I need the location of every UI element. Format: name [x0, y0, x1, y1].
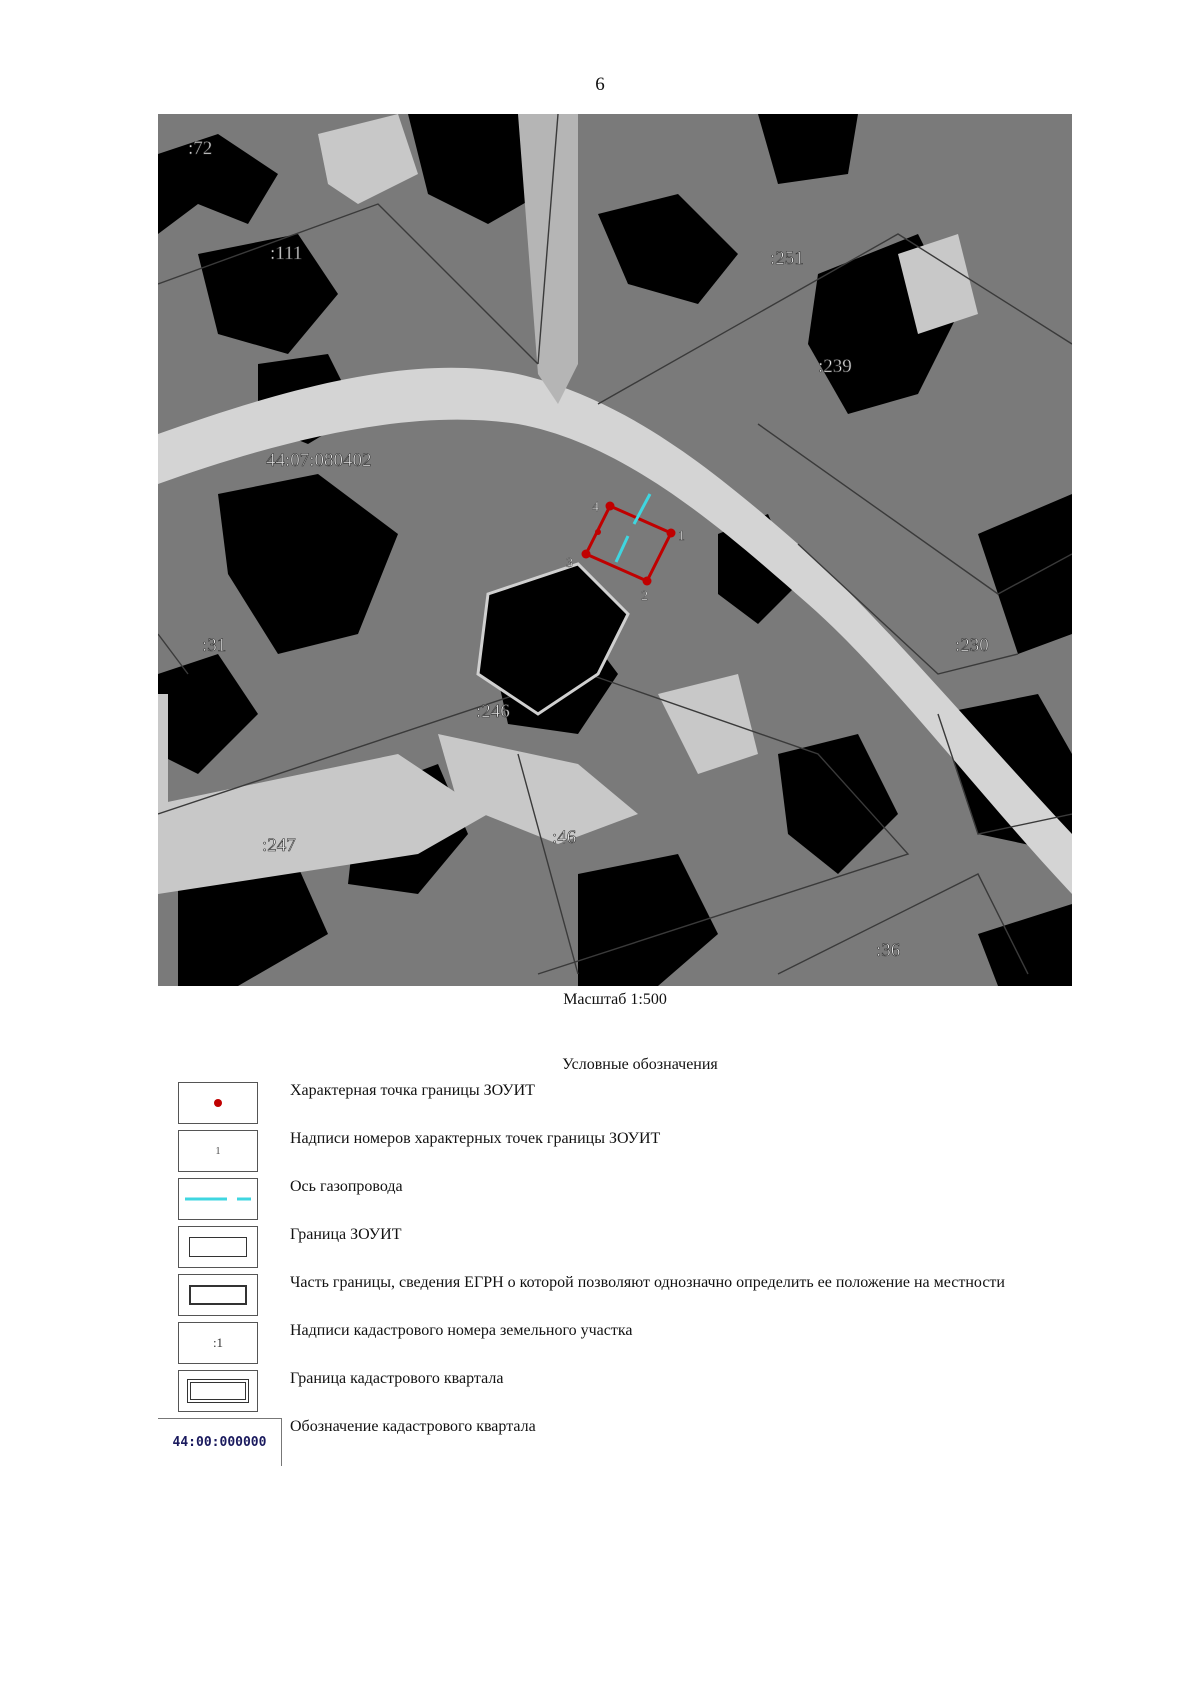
legend-row: [158, 1274, 1078, 1322]
parcel-label: :246: [476, 701, 510, 722]
legend-text: Граница ЗОУИТ: [290, 1226, 402, 1243]
cadastral-map: [158, 114, 1072, 986]
legend-text: Граница кадастрового квартала: [290, 1370, 504, 1387]
parcel-label: :230: [955, 635, 989, 656]
legend-title: Условные обозначения: [562, 1056, 718, 1073]
legend-row: [158, 1178, 1078, 1226]
legend-text: Ось газопровода: [290, 1178, 403, 1195]
legend-text: Надписи номеров характерных точек границы ЗОУИТ: [290, 1130, 661, 1147]
legend-row: [158, 1370, 1078, 1418]
point-label-4: 4: [592, 500, 599, 515]
legend-row: [158, 1082, 1078, 1130]
zone-point: [595, 529, 601, 535]
parcel-label: :251: [770, 248, 804, 269]
legend-row: [158, 1322, 1078, 1370]
zone-point: [643, 577, 652, 586]
point-number-symbol: 1: [215, 1145, 221, 1157]
page-number: 6: [595, 74, 605, 95]
point-label-2: 2: [641, 589, 648, 604]
legend-text: Обозначение кадастрового квартала: [290, 1418, 536, 1435]
zone-point: [582, 550, 591, 559]
parcel-label: :111: [270, 243, 303, 264]
map-scale: Масштаб 1:500: [563, 991, 667, 1008]
legend-row: [158, 1226, 1078, 1274]
double-rectangle-icon: [190, 1382, 246, 1400]
point-label-1: 1: [678, 529, 685, 544]
parcel-label: :46: [552, 827, 577, 848]
rectangle-icon: [189, 1285, 247, 1305]
rectangle-icon: [189, 1237, 247, 1257]
parcel-label: :36: [876, 940, 901, 961]
quarter-code-symbol: 44:00:000000: [172, 1435, 267, 1450]
legend-symbol: [178, 1274, 258, 1316]
legend-text: Часть границы, сведения ЕГРН о которой позволяют однозначно определить ее положение на местности: [290, 1274, 1005, 1291]
parcel-label: :247: [262, 835, 296, 856]
dashed-line-icon: [183, 1194, 253, 1204]
red-dot-icon: [214, 1099, 222, 1107]
parcel-label: :31: [202, 635, 227, 656]
point-label-3: 3: [566, 556, 573, 571]
legend-symbol: [178, 1082, 258, 1124]
legend-symbol: [178, 1178, 258, 1220]
zone-point: [606, 502, 615, 511]
legend-symbol: [178, 1226, 258, 1268]
legend-text: Надписи кадастрового номера земельного участка: [290, 1322, 633, 1339]
legend-symbol: [178, 1370, 258, 1412]
legend-symbol: [158, 1418, 282, 1466]
legend-symbol: [178, 1130, 258, 1172]
legend-row: [158, 1418, 1078, 1466]
zone-point: [667, 529, 676, 538]
legend: [158, 1082, 1078, 1466]
legend-row: [158, 1130, 1078, 1178]
legend-symbol: [178, 1322, 258, 1364]
parcel-label: :239: [818, 356, 852, 377]
legend-text: Характерная точка границы ЗОУИТ: [290, 1082, 535, 1099]
cadastral-number-symbol: :1: [212, 1335, 224, 1350]
parcel-label: :72: [188, 138, 213, 159]
quarter-label: 44:07:080402: [266, 450, 372, 471]
